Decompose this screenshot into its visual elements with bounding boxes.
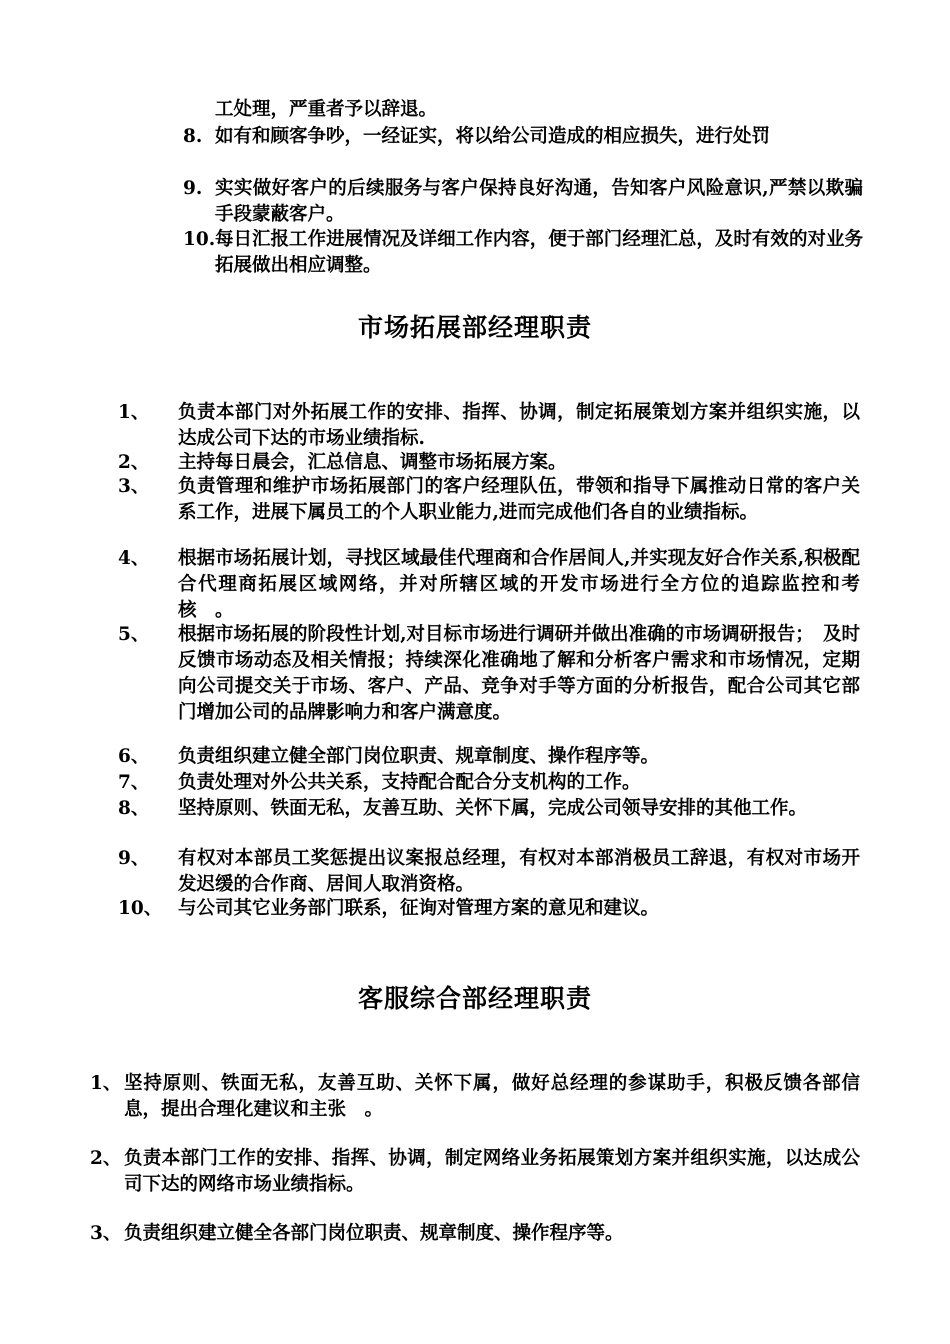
list-item (118, 846, 860, 898)
item-number: 9、 (118, 848, 150, 869)
item-text: 负责本部门工作的安排、指挥、协调，制定网络业务拓展策划方案并组织实施，以达成公司下达的网络市场业绩指标。 (124, 1148, 860, 1195)
item-number: 5、 (118, 624, 150, 645)
list-item (118, 796, 860, 848)
list-item (118, 744, 860, 770)
list-item (183, 124, 863, 176)
item-text: 负责组织建立健全各部门岗位职责、规章制度、操作程序等。 (124, 1223, 624, 1244)
list-item (90, 1146, 860, 1198)
item-number: 2、 (90, 1148, 122, 1169)
item-text: 坚持原则、铁面无私，友善互助、关怀下属，做好总经理的参谋助手，积极反馈各部信息，提出合理化建议和主张 。 (124, 1073, 860, 1120)
list-item (118, 400, 860, 452)
item-number: 6、 (118, 746, 150, 767)
item-text: 根据市场拓展计划，寻找区域最佳代理商和合作居间人,并实现友好合作关系,积极配合代理商拓展区域网络，并对所辖区域的开发市场进行全方位的追踪监控和考核 。 (178, 548, 860, 621)
item-text: 根据市场拓展的阶段性计划,对目标市场进行调研并做出准确的市场调研报告； 及时反馈市场动态及相关情报；持续深化准确地了解和分析客户需求和市场情况，定期向公司提交关于市场、客户、产品、竞争对手等方面的分析报告，配合公司其它部门增加公司的品牌影响力和客户满意度。 (178, 624, 860, 723)
item-text: 负责本部门对外拓展工作的安排、指挥、协调，制定拓展策划方案并组织实施，以达成公司下达的市场业绩指标. (178, 402, 860, 449)
item-number: 4、 (118, 548, 150, 569)
list-item (183, 97, 863, 123)
item-number: 8、 (118, 798, 150, 819)
section-title-market: 市场拓展部经理职责 (357, 313, 592, 342)
list-item (118, 622, 860, 752)
list-item (183, 176, 863, 228)
item-text: 负责处理对外公共关系，支持配合配合分支机构的工作。 (178, 772, 641, 793)
item-number: 8. (183, 126, 203, 147)
list-item (90, 1071, 860, 1123)
list-item (183, 227, 863, 279)
item-text: 有权对本部员工奖惩提出议案报总经理，有权对本部消极员工辞退，有权对市场开发迟缓的合作商、居间人取消资格。 (178, 848, 860, 895)
item-text: 坚持原则、铁面无私，友善互助、关怀下属，完成公司领导安排的其他工作。 (178, 798, 808, 819)
item-number: 9. (183, 178, 203, 199)
list-item (118, 474, 860, 552)
list-item (118, 546, 860, 624)
item-number: 1、 (118, 402, 150, 423)
list-item (118, 450, 860, 476)
item-number: 3、 (90, 1223, 122, 1244)
item-text: 工处理，严重者予以辞退。 (215, 99, 438, 120)
item-number: 7、 (118, 772, 150, 793)
item-number: 3、 (118, 476, 150, 497)
section-title-service: 客服综合部经理职责 (357, 984, 592, 1013)
item-text: 负责组织建立健全部门岗位职责、规章制度、操作程序等。 (178, 746, 660, 767)
item-text: 如有和顾客争吵，一经证实，将以给公司造成的相应损失，进行处罚 (215, 126, 771, 147)
item-number: 2、 (118, 452, 150, 473)
item-text: 主持每日晨会，汇总信息、调整市场拓展方案。 (178, 452, 567, 473)
list-item (90, 1221, 860, 1247)
list-item (118, 770, 860, 796)
list-item (118, 896, 860, 922)
item-number: 1、 (90, 1073, 122, 1094)
item-text: 实实做好客户的后续服务与客户保持良好沟通，告知客户风险意识,严禁以欺骗手段蒙蔽客户。 (215, 178, 863, 225)
item-number: 10. (183, 229, 216, 250)
item-text: 负责管理和维护市场拓展部门的客户经理队伍，带领和指导下属推动日常的客户关系工作，进展下属员工的个人职业能力,进而完成他们各自的业绩指标。 (178, 476, 860, 523)
item-number: 10、 (118, 898, 163, 919)
item-text: 每日汇报工作进展情况及详细工作内容，便于部门经理汇总，及时有效的对业务拓展做出相应调整。 (215, 229, 863, 276)
item-text: 与公司其它业务部门联系，征询对管理方案的意见和建议。 (178, 898, 660, 919)
